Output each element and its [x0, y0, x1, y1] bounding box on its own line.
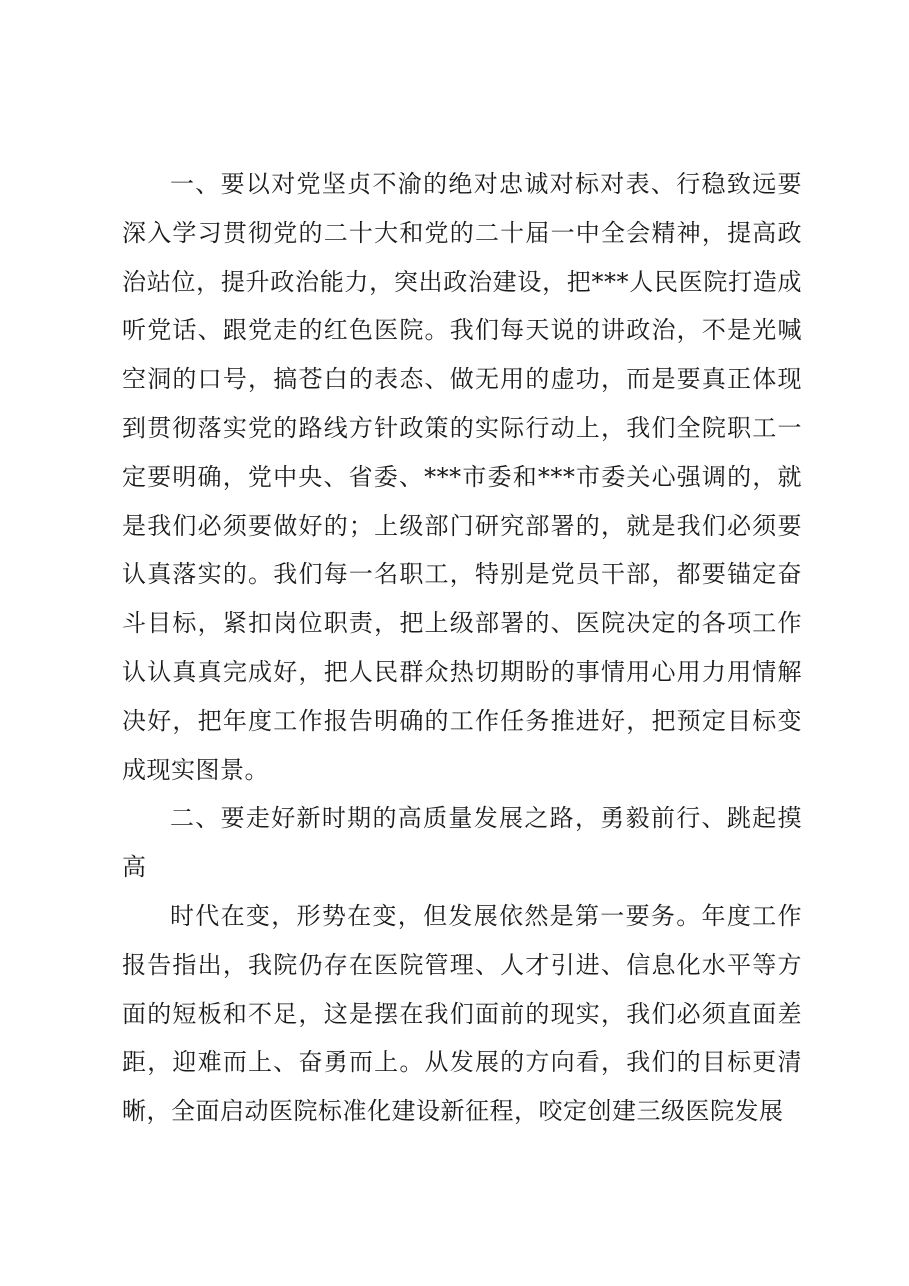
- paragraph-section-one: 一、要以对党坚贞不渝的绝对忠诚对标对表、行稳致远要深入学习贯彻党的二十大和党的二十届一中全会精神，提高政治站位，提升政治能力，突出政治建设，把***人民医院打造成听党话、跟党走的红色医院。我们每天说的讲政治，不是光喊空洞的口号，搞苍白的表态、做无用的虚功，而是要真正体现到贯彻落实党的路线方针政策的实际行动上，我们全院职工一定要明确，党中央、省委、***市委和***市委关心强调的，就是我们必须要做好的；上级部门研究部署的，就是我们必须要认真落实的。我们每一名职工，特别是党员干部，都要锚定奋斗目标，紧扣岗位职责，把上级部署的、医院决定的各项工作认认真真完成好，把人民群众热切期盼的事情用心用力用情解决好，把年度工作报告明确的工作任务推进好，把预定目标变成现实图景。: [122, 170, 802, 784]
- paragraph-section-two-heading: 二、要走好新时期的高质量发展之路，勇毅前行、跳起摸高: [122, 804, 802, 882]
- paragraph-section-two-body: 时代在变，形势在变，但发展依然是第一要务。年度工作报告指出，我院仍存在医院管理、人才引进、信息化水平等方面的短板和不足，这是摆在我们面前的现实，我们必须直面差距，迎难而上、奋勇而上。从发展的方向看，我们的目标更清晰，全面启动医院标准化建设新征程，咬定创建三级医院发展: [122, 901, 802, 1126]
- document-body: [122, 160, 802, 1136]
